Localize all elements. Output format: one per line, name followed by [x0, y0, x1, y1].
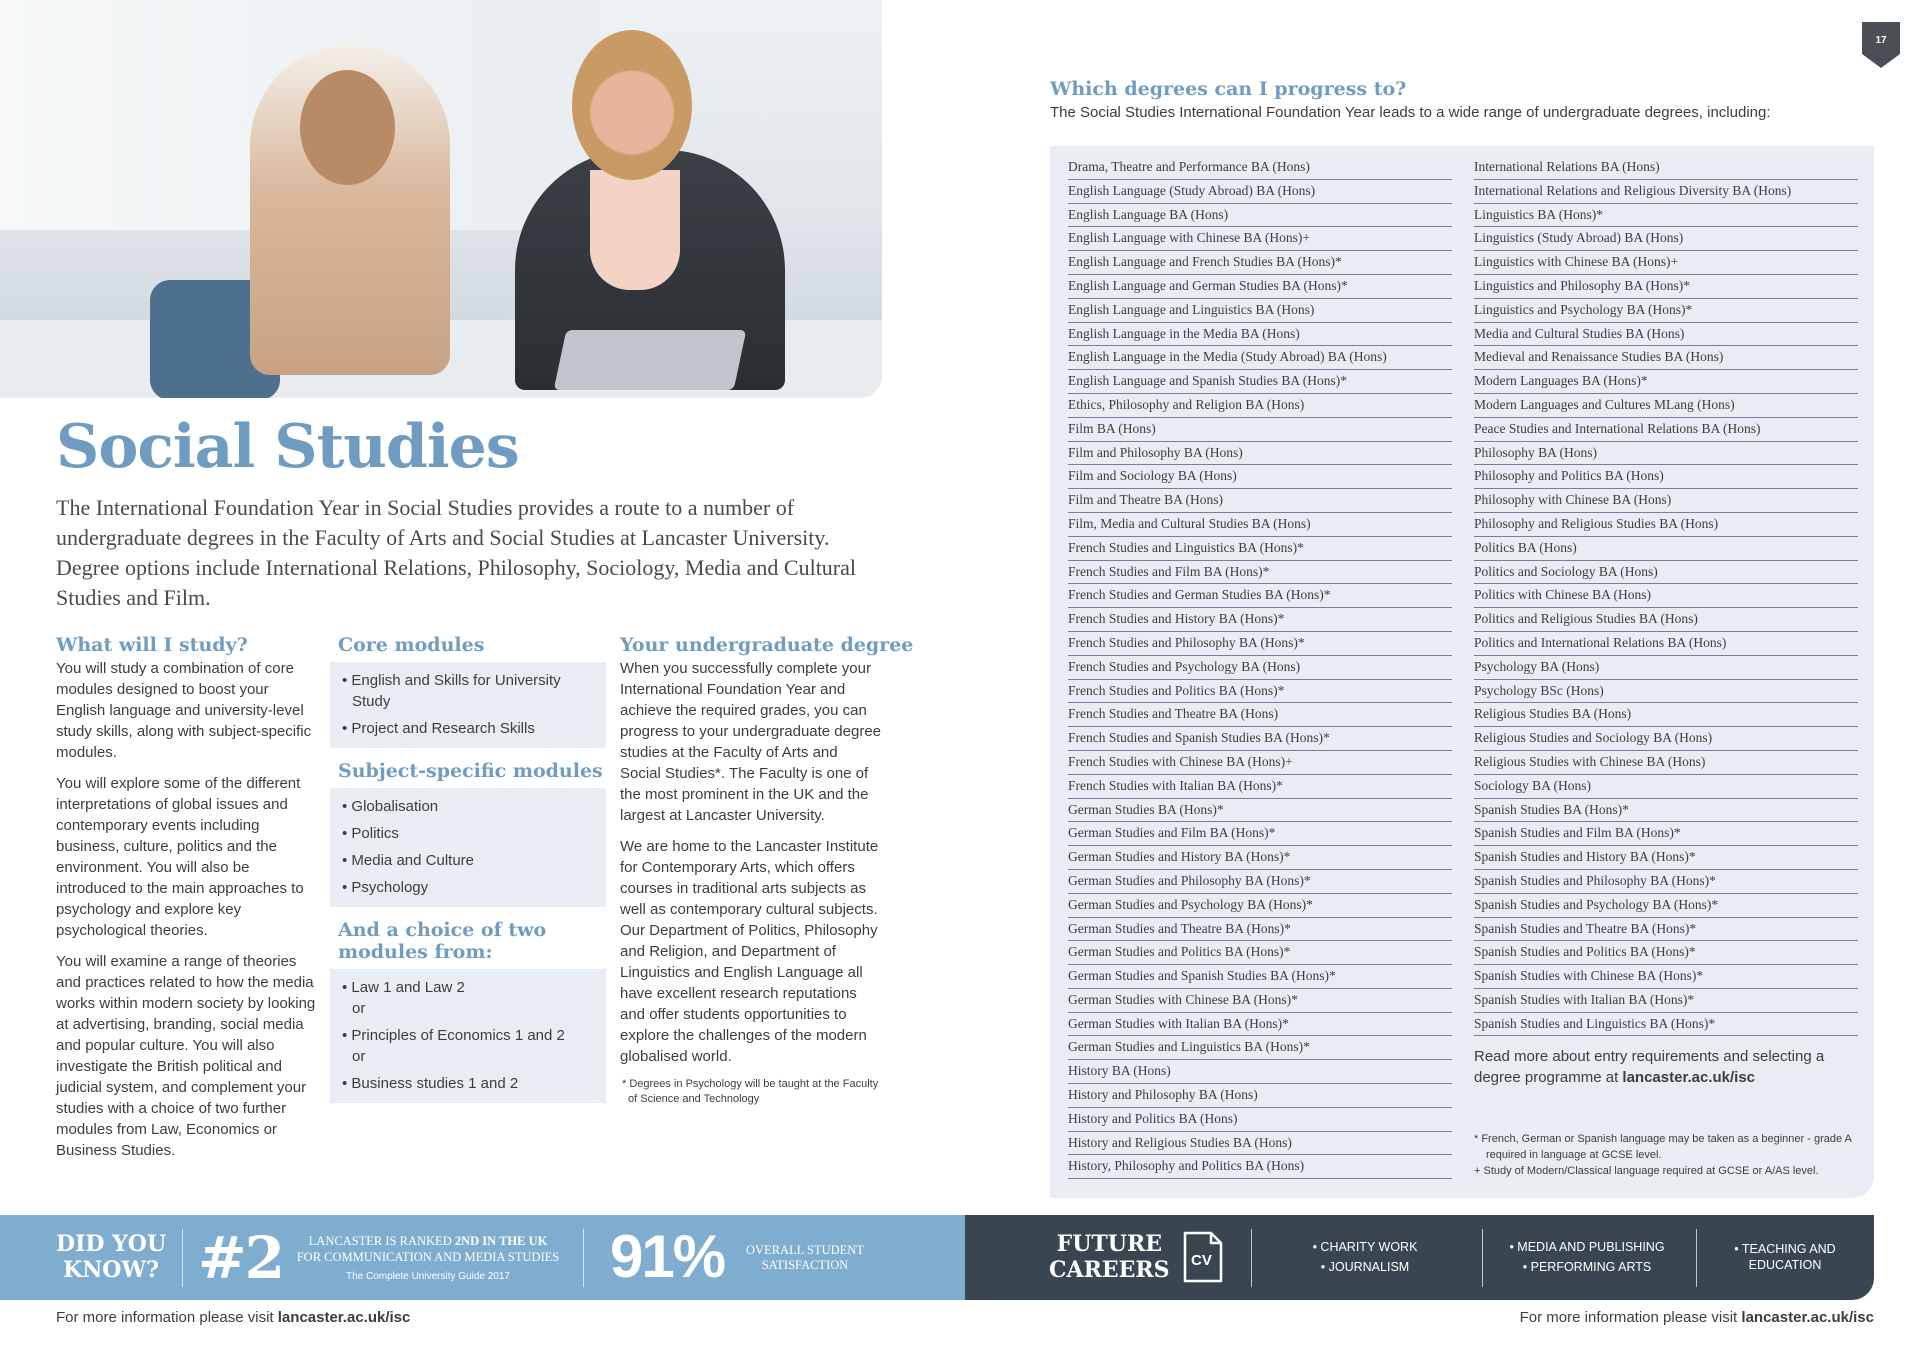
- read-more-text: Read more about entry requirements and selecting a degree programme at: [1474, 1048, 1825, 1086]
- degree-item: Politics BA (Hons): [1474, 537, 1858, 561]
- degree-item: French Studies and Philosophy BA (Hons)*: [1068, 632, 1452, 656]
- degree-item: Philosophy and Religious Studies BA (Hons): [1474, 513, 1858, 537]
- degree-item: German Studies with Italian BA (Hons)*: [1068, 1013, 1452, 1037]
- degree-item: Film BA (Hons): [1068, 418, 1452, 442]
- degree-item: Philosophy and Politics BA (Hons): [1474, 465, 1858, 489]
- degree-item: Politics and Religious Studies BA (Hons): [1474, 608, 1858, 632]
- degree-list-panel: [1050, 146, 1874, 1198]
- list-item: • Politics: [340, 820, 596, 847]
- read-more-link[interactable]: lancaster.ac.uk/isc: [1622, 1069, 1756, 1086]
- degree-item: Linguistics and Philosophy BA (Hons)*: [1474, 275, 1858, 299]
- degree-item: English Language and Spanish Studies BA (Hons)*: [1068, 370, 1452, 394]
- cv-label: CV: [1191, 1252, 1212, 1269]
- degree-item: French Studies and Linguistics BA (Hons)*: [1068, 537, 1452, 561]
- degree-item: French Studies with Chinese BA (Hons)+: [1068, 751, 1452, 775]
- page-number-badge-right: [1862, 22, 1900, 68]
- what-will-i-study-section: [56, 634, 318, 1161]
- degree-item: German Studies and Theatre BA (Hons)*: [1068, 918, 1452, 942]
- list-item: • Psychology: [340, 874, 596, 901]
- degree-paragraph: When you successfully complete your International Foundation Year and achieve the required grades, you can progress to your undergraduate degree studies at the Faculty of Arts and Social Studies*. The Faculty is one of the most prominent in the UK and the largest at Lancaster University.: [620, 660, 882, 824]
- degree-item: English Language (Study Abroad) BA (Hons): [1068, 180, 1452, 204]
- study-heading: What will I study?: [56, 634, 248, 656]
- degree-item: Religious Studies BA (Hons): [1474, 703, 1858, 727]
- degree-item: French Studies and German Studies BA (Hons)*: [1068, 584, 1452, 608]
- choice-modules-heading: And a choice of two modules from:: [338, 919, 547, 963]
- degree-item: International Relations and Religious Diversity BA (Hons): [1474, 180, 1858, 204]
- list-item: • Globalisation: [340, 793, 596, 820]
- degree-item: Film and Sociology BA (Hons): [1068, 465, 1452, 489]
- psychology-note: * Degrees in Psychology will be taught at the Faculty of Science and Technology: [622, 1078, 879, 1105]
- degree-item: Spanish Studies and History BA (Hons)*: [1474, 846, 1858, 870]
- choice-modules-list: [330, 969, 606, 1103]
- degree-paragraph: We are home to the Lancaster Institute for Contemporary Arts, which offers courses in traditional arts subjects as well as contemporary cultural subjects. Our Department of Politics, Philosophy and Religion, and Department of Linguistics and English Language all have excellent research reputations and offer students opportunities to explore the challenges of the modern globalised world.: [620, 838, 879, 1065]
- degree-item: German Studies BA (Hons)*: [1068, 799, 1452, 823]
- degree-item: Spanish Studies and Politics BA (Hons)*: [1474, 941, 1858, 965]
- study-paragraph: You will study a combination of core modules designed to boost your English language and university-level study skills, along with subject-specific modules.: [56, 660, 312, 761]
- satisfaction-percent: 91%: [610, 1223, 725, 1290]
- progress-heading: Which degrees can I progress to?: [1050, 78, 1407, 100]
- degree-item: English Language BA (Hons): [1068, 204, 1452, 228]
- degree-item: Spanish Studies and Linguistics BA (Hons)*: [1474, 1013, 1858, 1037]
- degree-item: Film and Philosophy BA (Hons): [1068, 442, 1452, 466]
- page-number-right: 17: [1875, 35, 1887, 46]
- degree-item: Film and Theatre BA (Hons): [1068, 489, 1452, 513]
- degree-item: History BA (Hons): [1068, 1060, 1452, 1084]
- undergraduate-degree-section: [620, 634, 914, 1107]
- degree-item: Religious Studies with Chinese BA (Hons): [1474, 751, 1858, 775]
- did-you-know-label: DID YOU KNOW?: [56, 1231, 167, 1283]
- list-item: • Media and Culture: [340, 847, 596, 874]
- footer-link[interactable]: lancaster.ac.uk/isc: [1741, 1309, 1874, 1326]
- footnote: * French, German or Spanish language may be taken as a beginner - grade A required in language at GCSE level.: [1474, 1133, 1852, 1161]
- hero-photo: [0, 0, 882, 398]
- core-modules-heading: Core modules: [338, 634, 485, 656]
- degree-item: Psychology BA (Hons): [1474, 656, 1858, 680]
- degree-item: Spanish Studies BA (Hons)*: [1474, 799, 1858, 823]
- degree-item: English Language in the Media BA (Hons): [1068, 323, 1452, 347]
- degree-item: German Studies and Psychology BA (Hons)*: [1068, 894, 1452, 918]
- study-paragraph: You will explore some of the different interpretations of global issues and contemporary events including business, culture, politics and the environment. You will also be introduced to the main approaches to psychology and explore key psychological theories.: [56, 775, 304, 939]
- degree-item: Ethics, Philosophy and Religion BA (Hons): [1068, 394, 1452, 418]
- degree-item: Linguistics BA (Hons)*: [1474, 204, 1858, 228]
- footer-link[interactable]: lancaster.ac.uk/isc: [277, 1309, 411, 1326]
- list-item: • Business studies 1 and 2: [340, 1070, 596, 1097]
- progress-subheading: The Social Studies International Foundation Year leads to a wide range of undergraduate degrees, including:: [1050, 104, 1771, 121]
- degree-item: Spanish Studies and Philosophy BA (Hons)*: [1474, 870, 1858, 894]
- degree-item: International Relations BA (Hons): [1474, 156, 1858, 180]
- degree-item: Philosophy with Chinese BA (Hons): [1474, 489, 1858, 513]
- degree-item: French Studies and Spanish Studies BA (Hons)*: [1068, 727, 1452, 751]
- degree-item: French Studies with Italian BA (Hons)*: [1068, 775, 1452, 799]
- degree-item: German Studies and Spanish Studies BA (Hons)*: [1068, 965, 1452, 989]
- degree-item: Linguistics with Chinese BA (Hons)+: [1474, 251, 1858, 275]
- degree-item: Politics with Chinese BA (Hons): [1474, 584, 1858, 608]
- subject-modules-list: [330, 788, 606, 907]
- degree-item: Film, Media and Cultural Studies BA (Hons): [1068, 513, 1452, 537]
- footnote: + Study of Modern/Classical language required at GCSE or A/AS level.: [1474, 1165, 1819, 1177]
- degree-item: Medieval and Renaissance Studies BA (Hons): [1474, 346, 1858, 370]
- degree-item: German Studies and Politics BA (Hons)*: [1068, 941, 1452, 965]
- degree-item: English Language in the Media (Study Abroad) BA (Hons): [1068, 346, 1452, 370]
- footer-right: For more information please visit lancaster.ac.uk/isc: [1519, 1309, 1874, 1326]
- degree-item: Sociology BA (Hons): [1474, 775, 1858, 799]
- degree-item: German Studies and Philosophy BA (Hons)*: [1068, 870, 1452, 894]
- careers-group-3: • TEACHING AND EDUCATION: [1734, 1242, 1836, 1272]
- degree-item: History and Religious Studies BA (Hons): [1068, 1132, 1452, 1156]
- future-careers-label: FUTURE CAREERS: [1049, 1231, 1170, 1283]
- degree-item: Linguistics (Study Abroad) BA (Hons): [1474, 227, 1858, 251]
- degree-item: Politics and Sociology BA (Hons): [1474, 561, 1858, 585]
- degree-item: Spanish Studies and Film BA (Hons)*: [1474, 822, 1858, 846]
- degree-item: Modern Languages and Cultures MLang (Hons): [1474, 394, 1858, 418]
- degree-item: History and Philosophy BA (Hons): [1068, 1084, 1452, 1108]
- degree-item: Religious Studies and Sociology BA (Hons): [1474, 727, 1858, 751]
- degree-item: History, Philosophy and Politics BA (Hons): [1068, 1155, 1452, 1179]
- degree-item: German Studies and Film BA (Hons)*: [1068, 822, 1452, 846]
- read-more: [1474, 1046, 1854, 1088]
- degree-list-right: [1474, 156, 1858, 1036]
- degree-item: Linguistics and Psychology BA (Hons)*: [1474, 299, 1858, 323]
- satisfaction-text: OVERALL STUDENT SATISFACTION: [746, 1243, 864, 1272]
- study-paragraph: You will examine a range of theories and practices related to how the media works within modern society by looking at advertising, branding, social media and popular culture. You will also investigate the British political and judicial system, and complement your studies with a choice of two further modules from Law, Economics or Business Studies.: [56, 953, 316, 1159]
- intro-paragraph: The International Foundation Year in Social Studies provides a route to a number of undergraduate degrees in the Faculty of Arts and Social Studies at Lancaster University. Degree options include International Relations, Philosophy, Sociology, Media and Cultural Studies and Film.: [56, 495, 857, 610]
- page-title: Social Studies: [56, 412, 519, 482]
- degree-item: English Language and French Studies BA (Hons)*: [1068, 251, 1452, 275]
- degree-item: Media and Cultural Studies BA (Hons): [1474, 323, 1858, 347]
- degree-item: French Studies and Theatre BA (Hons): [1068, 703, 1452, 727]
- degree-item: History and Politics BA (Hons): [1068, 1108, 1452, 1132]
- degree-item: Peace Studies and International Relations BA (Hons): [1474, 418, 1858, 442]
- degree-item: English Language and Linguistics BA (Hons): [1068, 299, 1452, 323]
- degree-item: English Language and German Studies BA (Hons)*: [1068, 275, 1452, 299]
- degree-item: Drama, Theatre and Performance BA (Hons): [1068, 156, 1452, 180]
- degree-item: Spanish Studies with Chinese BA (Hons)*: [1474, 965, 1858, 989]
- degree-list-left: [1068, 156, 1452, 1179]
- degree-item: French Studies and Psychology BA (Hons): [1068, 656, 1452, 680]
- list-item: • Principles of Economics 1 and 2 or: [340, 1022, 596, 1070]
- future-careers-band: [965, 1215, 1874, 1300]
- degree-item: German Studies and History BA (Hons)*: [1068, 846, 1452, 870]
- degree-item: Spanish Studies and Psychology BA (Hons)*: [1474, 894, 1858, 918]
- degree-item: French Studies and Politics BA (Hons)*: [1068, 680, 1452, 704]
- degree-item: French Studies and Film BA (Hons)*: [1068, 561, 1452, 585]
- subject-modules-heading: Subject-specific modules: [338, 760, 603, 782]
- list-item: • Project and Research Skills: [340, 715, 596, 742]
- footer-left: For more information please visit lancaster.ac.uk/isc: [56, 1309, 411, 1326]
- footnotes: [1474, 1131, 1854, 1179]
- degree-heading: Your undergraduate degree: [620, 634, 914, 656]
- core-modules-list: [330, 662, 606, 748]
- careers-group-1: • CHARITY WORK • JOURNALISM: [1312, 1240, 1418, 1274]
- rank-text: LANCASTER IS RANKED 2ND IN THE UK FOR COMMUNICATION AND MEDIA STUDIES The Complete University Guide 2017: [296, 1234, 560, 1282]
- degree-item: Spanish Studies with Italian BA (Hons)*: [1474, 989, 1858, 1013]
- degree-item: Modern Languages BA (Hons)*: [1474, 370, 1858, 394]
- degree-item: German Studies and Linguistics BA (Hons)*: [1068, 1036, 1452, 1060]
- list-item: • Law 1 and Law 2 or: [340, 974, 596, 1022]
- degree-item: Spanish Studies and Theatre BA (Hons)*: [1474, 918, 1858, 942]
- degree-item: Psychology BSc (Hons): [1474, 680, 1858, 704]
- rank-number: #2: [198, 1224, 283, 1292]
- degree-item: English Language with Chinese BA (Hons)+: [1068, 227, 1452, 251]
- degree-item: German Studies with Chinese BA (Hons)*: [1068, 989, 1452, 1013]
- degree-item: French Studies and History BA (Hons)*: [1068, 608, 1452, 632]
- degree-item: Politics and International Relations BA (Hons): [1474, 632, 1858, 656]
- did-you-know-band: [0, 1215, 965, 1300]
- degree-item: Philosophy BA (Hons): [1474, 442, 1858, 466]
- modules-section: [330, 634, 606, 1115]
- list-item: • English and Skills for University Study: [340, 667, 596, 715]
- careers-group-2: • MEDIA AND PUBLISHING • PERFORMING ARTS: [1509, 1240, 1665, 1274]
